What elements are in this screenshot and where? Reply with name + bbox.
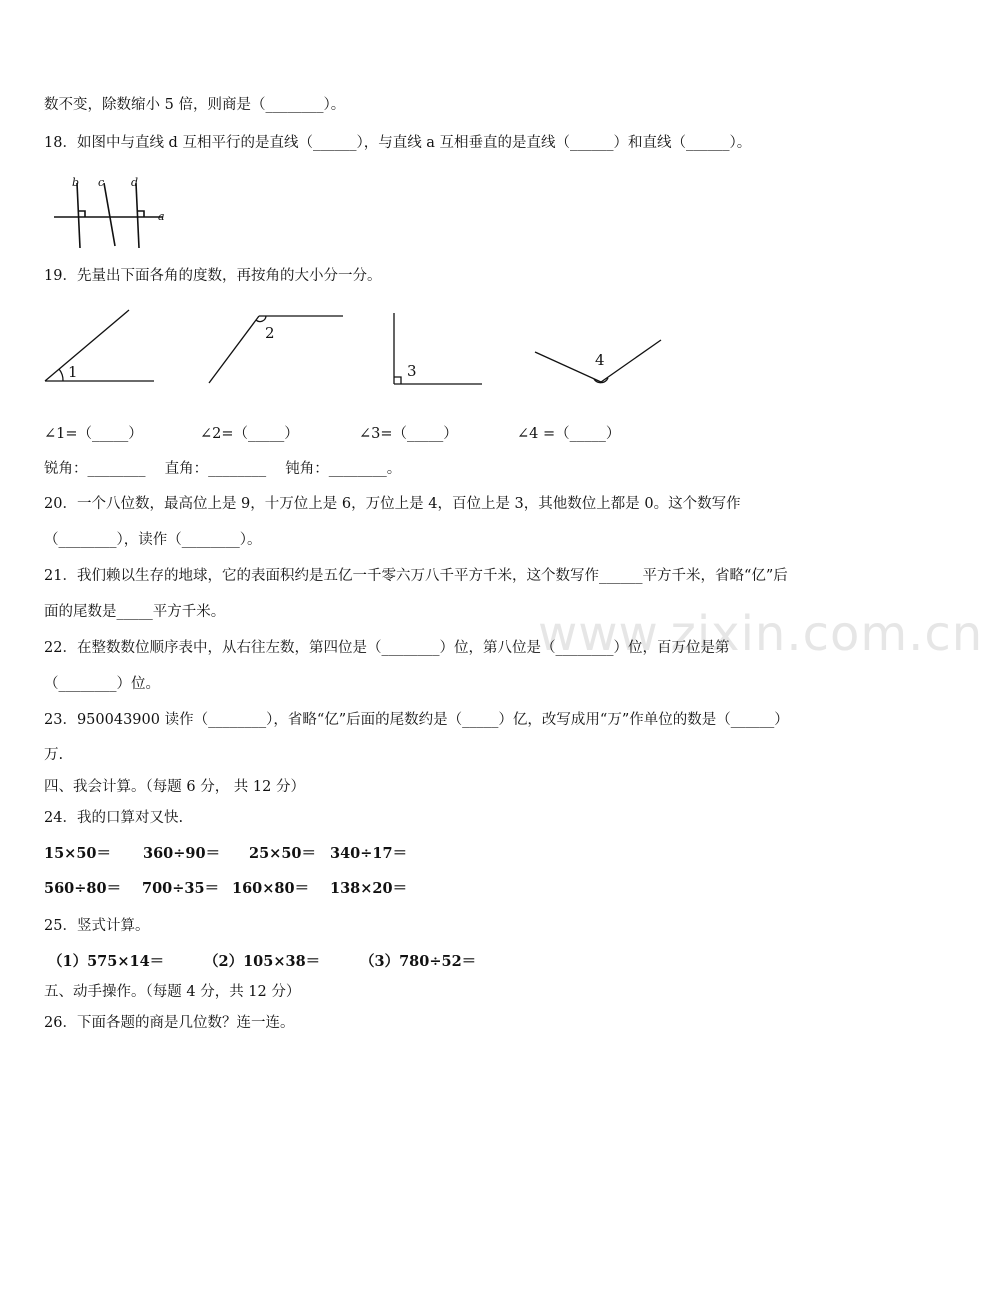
angle-3-blank: ∠3=（_____） (359, 426, 458, 442)
q22-text-1: 22．在整数数位顺序表中，从右往左数，第四位是（________）位，第八位是（________）位，百万位是第 (44, 640, 730, 656)
label-c: c (98, 176, 105, 189)
q20-text-2: （________），读作（________）。 (44, 532, 262, 548)
q24-text: 24．我的口算对又快. (44, 810, 184, 826)
angle-4-mark: 4 (595, 351, 605, 369)
label-d: d (131, 176, 139, 189)
oral-item: 25×50＝ (249, 845, 317, 862)
q21-text-2: 面的尾数是_____平方千米。 (44, 604, 226, 620)
q23-text-2: 万. (44, 747, 64, 763)
vertical-item: （1）575×14＝ (48, 953, 165, 970)
oral-item: 560÷80＝ (44, 880, 122, 897)
q17-continuation: 数不变，除数缩小 5 倍，则商是（________）。 (44, 97, 346, 113)
oral-item: 15×50＝ (44, 845, 112, 862)
oral-item: 160×80＝ (232, 880, 310, 897)
q25-text: 25．竖式计算。 (44, 918, 150, 934)
angle-1-blank: ∠1=（_____） (44, 426, 143, 442)
angle-4-blank: ∠4 =（_____） (517, 426, 621, 442)
q21-text-1: 21．我们赖以生存的地球，它的表面积约是五亿一千零六万八千平方千米，这个数写作______平方千米，省略“亿”后 (44, 568, 788, 584)
angle-2-blank: ∠2=（_____） (200, 426, 299, 442)
vertical-item: （3）780÷52＝ (360, 953, 477, 970)
q18-text: 18．如图中与直线 d 互相平行的是直线（______），与直线 a 互相垂直的是直线（______）和直线（______）。 (44, 135, 752, 151)
label-a: a (158, 210, 165, 223)
q20-text-1: 20．一个八位数，最高位上是 9，十万位上是 6，万位上是 4，百位上是 3，其他数位上都是 0。这个数写作 (44, 496, 741, 512)
q19-text: 19．先量出下面各角的度数，再按角的大小分一分。 (44, 268, 382, 284)
angle-3-mark: 3 (407, 362, 417, 380)
angle-1-mark: 1 (68, 363, 78, 381)
label-b: b (72, 176, 80, 189)
section-5-heading: 五、动手操作。（每题 4 分，共 12 分） (44, 984, 301, 1000)
q19-categories: 锐角：________ 直角：________ 钝角：________。 (44, 461, 402, 477)
oral-item: 700÷35＝ (142, 880, 220, 897)
watermark: www.zixin.com.cn (538, 606, 983, 662)
oral-item: 360÷90＝ (143, 845, 221, 862)
oral-item: 138×20＝ (330, 880, 408, 897)
q22-text-2: （________）位。 (44, 676, 160, 692)
section-4-heading: 四、我会计算。（每题 6 分， 共 12 分） (44, 779, 305, 795)
oral-item: 340÷17＝ (330, 845, 408, 862)
angle-2-mark: 2 (265, 324, 275, 342)
q26-text: 26．下面各题的商是几位数？连一连。 (44, 1015, 295, 1031)
q23-text-1: 23．950043900 读作（________），省略“亿”后面的尾数约是（_____）亿，改写成用“万”作单位的数是（______） (44, 712, 789, 728)
vertical-item: （2）105×38＝ (204, 953, 321, 970)
